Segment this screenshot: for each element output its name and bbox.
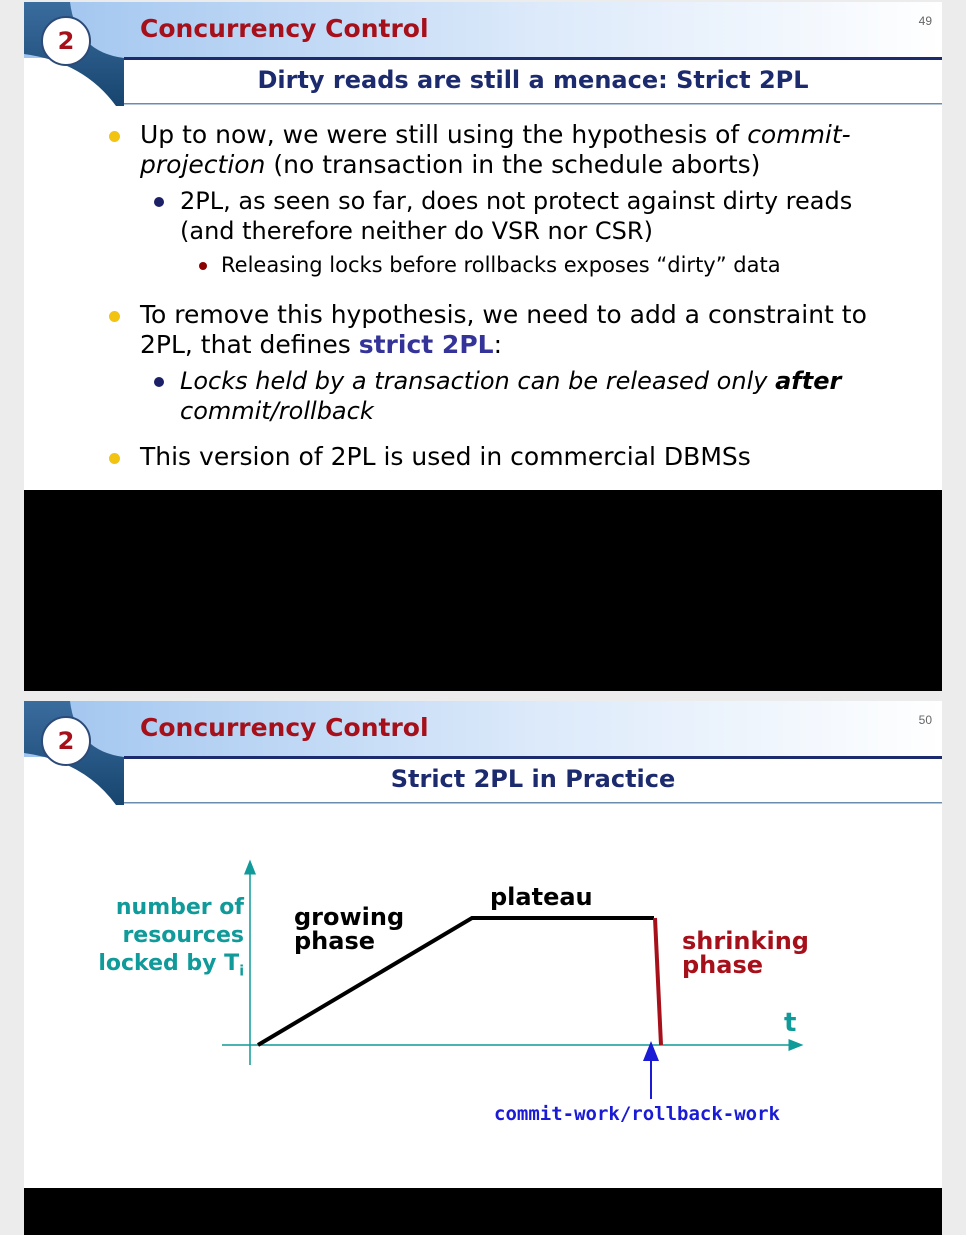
bullet-text: 2PL, as seen so far, does not protect against dirty reads (and therefore neither do VSR nor CSR) (180, 187, 853, 245)
bullet-text: : (493, 330, 503, 359)
slide-header (24, 2, 942, 106)
bullet-level2 (180, 186, 900, 246)
slide-49 (24, 2, 942, 490)
shrinking-line (655, 918, 661, 1045)
bullet-italic-term: commit-projection (140, 120, 851, 179)
bullet-text: This version of 2PL is used in commercial DBMSs (140, 442, 751, 471)
bullet-dot-icon (109, 453, 120, 464)
bullet-dot-icon (154, 377, 164, 387)
bullet-level2 (180, 366, 900, 426)
strict-2pl-diagram (24, 851, 942, 1181)
course-title: Concurrency Control (140, 713, 429, 742)
growing-phase-label: growing phase (294, 903, 405, 955)
bullet-level1 (140, 442, 900, 472)
page-number: 50 (918, 713, 932, 727)
bullet-dot-icon (199, 262, 207, 270)
chapter-badge: 2 (41, 716, 91, 766)
bullet-text: Releasing locks before rollbacks exposes “dirty” data (221, 253, 781, 277)
y-axis-label: number of resources locked by $T_i$ (98, 895, 244, 980)
bullet-dot-icon (154, 197, 164, 207)
black-band (24, 490, 942, 691)
bullet-dot-icon (109, 311, 120, 322)
t-axis-label: t (784, 1008, 797, 1038)
bullet-highlight: strict 2PL (358, 330, 494, 359)
bullet-level3 (221, 252, 901, 278)
slide-header (24, 701, 942, 805)
commit-rollback-label: commit-work/rollback-work (494, 1103, 780, 1125)
bullet-level1 (140, 120, 900, 180)
bullet-text: commit/rollback (180, 397, 374, 425)
black-band (24, 1188, 942, 1235)
bullet-bold-term: after (775, 367, 842, 395)
bullet-list (24, 120, 942, 472)
shrinking-phase-label: shrinking phase (682, 927, 809, 979)
page-number: 49 (918, 14, 932, 28)
chapter-badge: 2 (41, 16, 91, 66)
bullet-level1 (140, 300, 900, 360)
slide-50 (24, 701, 942, 1188)
bullet-dot-icon (109, 131, 120, 142)
slide-title: Dirty reads are still a menace: Strict 2PL (257, 66, 809, 94)
plateau-label: plateau (490, 883, 593, 911)
bullet-text: To remove this hypothesis, we need to add a constraint to 2PL, that defines (140, 300, 867, 359)
course-title: Concurrency Control (140, 14, 429, 43)
bullet-text: (no transaction in the schedule aborts) (265, 150, 761, 179)
slide-title: Strict 2PL in Practice (390, 765, 676, 793)
bullet-text: Up to now, we were still using the hypothesis of (140, 120, 748, 149)
bullet-text: Locks held by a transaction can be released only (180, 367, 776, 395)
